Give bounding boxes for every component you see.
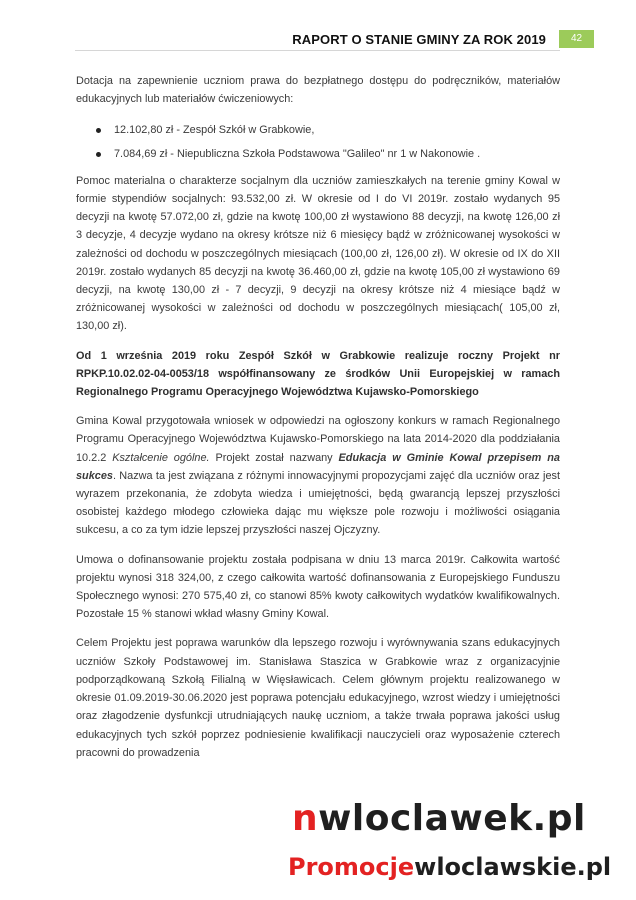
bullet-icon [96, 152, 101, 157]
paragraph-project-heading: Od 1 września 2019 roku Zespół Szkół w Grabkowie realizuje roczny Projekt nr RPKP.10.02.02-04-0053/18 współfinansowany ze środków Unii Europejskiej w ramach Regionalnego Programu Operacyjnego Województwa Kujawsko-Pomorskiego [76, 349, 560, 399]
list-item [96, 121, 560, 139]
watermark-text-red: Promocje [288, 853, 415, 881]
paragraph-project-description [76, 412, 560, 539]
page-number-badge: 42 [559, 30, 594, 48]
document-body [76, 72, 560, 773]
watermark-wloclawek-logo [292, 798, 586, 839]
header-divider [75, 50, 560, 51]
list-item-text: 12.102,80 zł - Zespół Szkół w Grabkowie, [114, 124, 315, 137]
text-run: . Nazwa ta jest związana z różnymi innowacyjnymi propozycjami zajęć dla uczniów oraz jest wyrazem przekonania, że zdobyta wiedza i umiejętności, będą gwarancją lepszej przyszłości osobistej każdego młodego człowieka dając mu większe pole rozwoju i możliwości osiągania sukcesu, a co za tym idzie lepszej przyszłości naszej Ojczyzny. [76, 469, 560, 537]
text-run: Gmina Kowal przygotowała wniosek w odpowiedzi na ogłoszony konkurs w ramach Regionalnego Programu Operacyjnego Województwa Kujawsko-Pomorskiego na lata 2014-2020 dla poddziałania 10.2.2 [76, 415, 560, 464]
watermark-letter: n [292, 798, 319, 839]
list-item-text: 7.084,69 zł - Niepubliczna Szkoła Podstawowa "Galileo" nr 1 w Nakonowie . [114, 147, 481, 160]
bullet-icon [96, 128, 101, 133]
watermark-promocje-logo [288, 853, 611, 881]
header-title: RAPORT O STANIE GMINY ZA ROK 2019 [292, 32, 546, 47]
paragraph-textbook-subsidy: Dotacja na zapewnienie uczniom prawa do bezpłatnego dostępu do podręczników, materiałów edukacyjnych lub materiałów ćwiczeniowych: [76, 75, 560, 106]
text-run: Projekt został nazwany [209, 451, 339, 464]
watermark-text: wloclawek.pl [318, 798, 586, 839]
paragraph-funding-agreement: Umowa o dofinansowanie projektu została podpisana w dniu 13 marca 2019r. Całkowita wartość projektu wynosi 318 324,00, z czego całkowita wartość dofinansowania z Europejskiego Funduszu Społecznego wynosi: 270 575,40 zł, co stanowi 85% kwoty całkowitych wydatków kwalifikowalnych. Pozostałe 15 % stanowi wkład własny Gminy Kowal. [76, 553, 560, 621]
program-name-italic: Kształcenie ogólne. [112, 451, 210, 464]
page-header [0, 30, 636, 52]
project-name: Edukacja w Gminie Kowal przepisem na sukces [76, 451, 560, 482]
paragraph-social-scholarships: Pomoc materialna o charakterze socjalnym dla uczniów zamieszkałych na terenie gminy Kowal w formie stypendiów socjalnych: 93.532,00 zł. W okresie od I do VI 2019r. zostało wydanych 95 decyzji na kwotę 57.072,00 zł, gdzie na kwotę 100,00 zł wystawiono 88 decyzji, na kwotę 126,00 zł 3 decyzje, 4 decyzje wydano na okresy krótsze niż 6 miesięcy bądź w zróżnicowanej wysokości w zależności od dochodu w poszczególnych miesiącach (100,00 zł, 126,00 zł). W okresie od IX do XII 2019r. zostało wydanych 85 decyzji na kwotę 36.460,00 zł, gdzie na kwotę 105,00 zł wystawiono 69 decyzji, na kwotę 130,00 zł - 7 decyzji, 9 decyzji na okresy krótsze niż 4 miesiące bądź w zróżnicowanej wysokości w zależności od dochodu w poszczególnych miesiącach( 105,00 zł, 130,00 zł). [76, 174, 560, 333]
watermark-text: wloclawskie.pl [414, 853, 612, 881]
list-item [96, 145, 560, 163]
subsidy-list [76, 121, 560, 162]
paragraph-project-goal: Celem Projektu jest poprawa warunków dla lepszego rozwoju i wyrównywania szans edukacyjnych uczniów Szkoły Podstawowej im. Stanisława Staszica w Grabkowie wraz z organizacyjnie podporządkowaną Szkołą Filialną w Więsławicach. Celem głównym projektu realizowanego w okresie 01.09.2019-30.06.2020 jest poprawa potencjału edukacyjnego, wzrost wiedzy i umiejętności oraz złagodzenie dysfunkcji utrudniających naukę uczniom, a także trwała poprawa jakości usług edukacyjnych tych szkół poprzez podniesienie kwalifikacji nauczycieli oraz wyposażenie czterech pracowni do prowadzenia [76, 637, 560, 759]
